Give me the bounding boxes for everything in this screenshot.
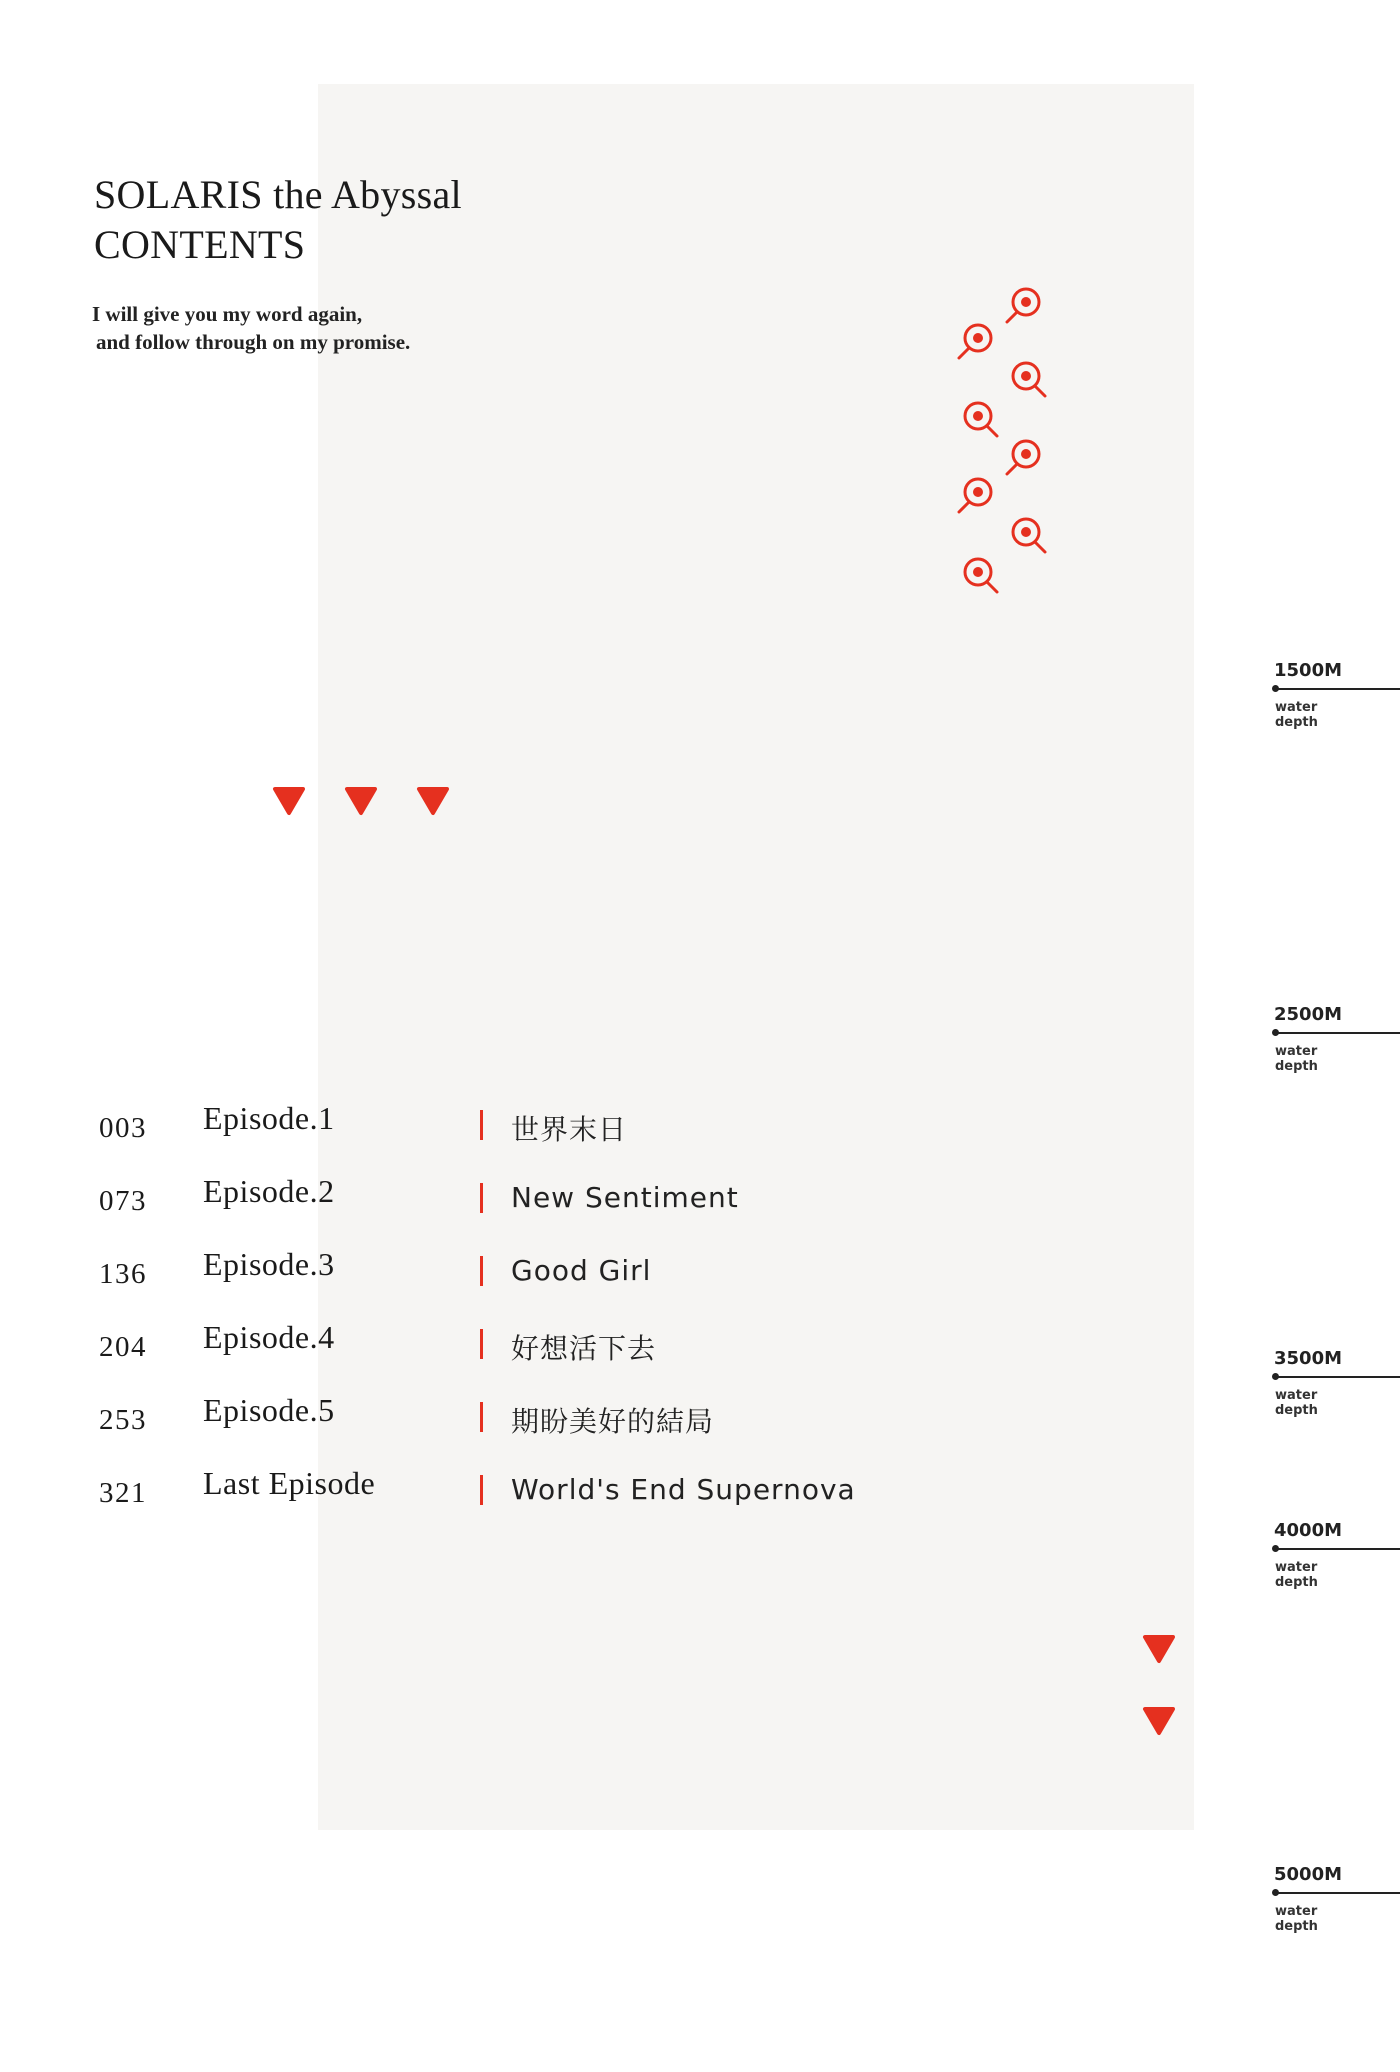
toc-row[interactable] — [0, 1173, 900, 1217]
toc-divider — [480, 1110, 483, 1140]
toc-page-number: 321 — [99, 1477, 147, 1509]
down-triangle-icon — [416, 786, 450, 816]
location-pin-icon — [958, 398, 1002, 442]
toc-episode-title: 好想活下去 — [511, 1332, 657, 1365]
depth-line — [1274, 1376, 1400, 1378]
down-triangle-icon — [272, 786, 306, 816]
location-pin-icon — [1002, 284, 1046, 328]
depth-label — [1275, 1388, 1335, 1418]
depth-label — [1275, 700, 1335, 730]
depth-label-line-2: depth — [1275, 1403, 1318, 1418]
title-line-1: SOLARIS the Abyssal — [94, 172, 462, 217]
depth-label-line-1: water — [1275, 1044, 1318, 1059]
toc-episode: Episode.5 — [203, 1392, 335, 1428]
location-pin-icon — [1006, 358, 1050, 402]
toc-page-number: 136 — [99, 1258, 147, 1290]
toc-divider — [480, 1256, 483, 1286]
depth-label — [1275, 1044, 1335, 1074]
down-triangle-icon — [1142, 1706, 1176, 1736]
depth-line — [1274, 688, 1400, 690]
depth-line — [1274, 1032, 1400, 1034]
toc-episode-title: 期盼美好的結局 — [511, 1405, 715, 1438]
toc-row[interactable] — [0, 1100, 900, 1144]
depth-value: 4000M — [1274, 1520, 1343, 1541]
depth-line — [1274, 1892, 1400, 1894]
depth-dot — [1272, 1029, 1279, 1036]
toc-episode-title: New Sentiment — [511, 1181, 739, 1214]
depth-label-line-1: water — [1275, 1388, 1318, 1403]
toc-episode: Last Episode — [203, 1465, 376, 1501]
down-triangle-icon — [1142, 1634, 1176, 1664]
depth-label-line-2: depth — [1275, 1919, 1318, 1934]
depth-label-line-1: water — [1275, 700, 1318, 715]
toc-episode-title: 世界末日 — [511, 1113, 628, 1146]
down-triangle-icon — [344, 786, 378, 816]
toc-divider — [480, 1475, 483, 1505]
toc-episode: Episode.1 — [203, 1100, 335, 1136]
depth-value: 5000M — [1274, 1864, 1343, 1885]
location-pin-icon — [1002, 436, 1046, 480]
title-line-2: CONTENTS — [94, 222, 306, 267]
depth-dot — [1272, 1545, 1279, 1552]
toc-divider — [480, 1402, 483, 1432]
toc-row[interactable] — [0, 1246, 900, 1290]
location-pin-icon — [1006, 514, 1050, 558]
page-title — [94, 170, 462, 270]
toc-page-number: 003 — [99, 1112, 147, 1144]
toc-page-number: 253 — [99, 1404, 147, 1436]
depth-line — [1274, 1548, 1400, 1550]
pin-cluster — [940, 280, 1080, 600]
toc-episode: Episode.3 — [203, 1246, 335, 1282]
toc-page-number: 073 — [99, 1185, 147, 1217]
toc-episode-title: Good Girl — [511, 1254, 652, 1287]
toc-row[interactable] — [0, 1319, 900, 1363]
toc-episode-title: World's End Supernova — [511, 1473, 856, 1506]
depth-dot — [1272, 1373, 1279, 1380]
toc-divider — [480, 1183, 483, 1213]
toc-row[interactable] — [0, 1392, 900, 1436]
location-pin-icon — [954, 474, 998, 518]
depth-label — [1275, 1560, 1335, 1590]
toc-row[interactable] — [0, 1465, 900, 1509]
depth-dot — [1272, 685, 1279, 692]
toc-page-number: 204 — [99, 1331, 147, 1363]
depth-label-line-2: depth — [1275, 1059, 1318, 1074]
toc-episode: Episode.2 — [203, 1173, 335, 1209]
depth-value: 1500M — [1274, 660, 1343, 681]
toc-episode: Episode.4 — [203, 1319, 335, 1355]
subtitle-line-2: and follow through on my promise. — [96, 330, 411, 354]
location-pin-icon — [954, 320, 998, 364]
depth-label — [1275, 1904, 1335, 1934]
depth-value: 3500M — [1274, 1348, 1343, 1369]
subtitle — [92, 300, 410, 356]
depth-label-line-1: water — [1275, 1560, 1318, 1575]
depth-label-line-1: water — [1275, 1904, 1318, 1919]
subtitle-line-1: I will give you my word again, — [92, 302, 363, 326]
location-pin-icon — [958, 554, 1002, 598]
depth-dot — [1272, 1889, 1279, 1896]
depth-label-line-2: depth — [1275, 1575, 1318, 1590]
depth-value: 2500M — [1274, 1004, 1343, 1025]
toc-divider — [480, 1329, 483, 1359]
depth-label-line-2: depth — [1275, 715, 1318, 730]
